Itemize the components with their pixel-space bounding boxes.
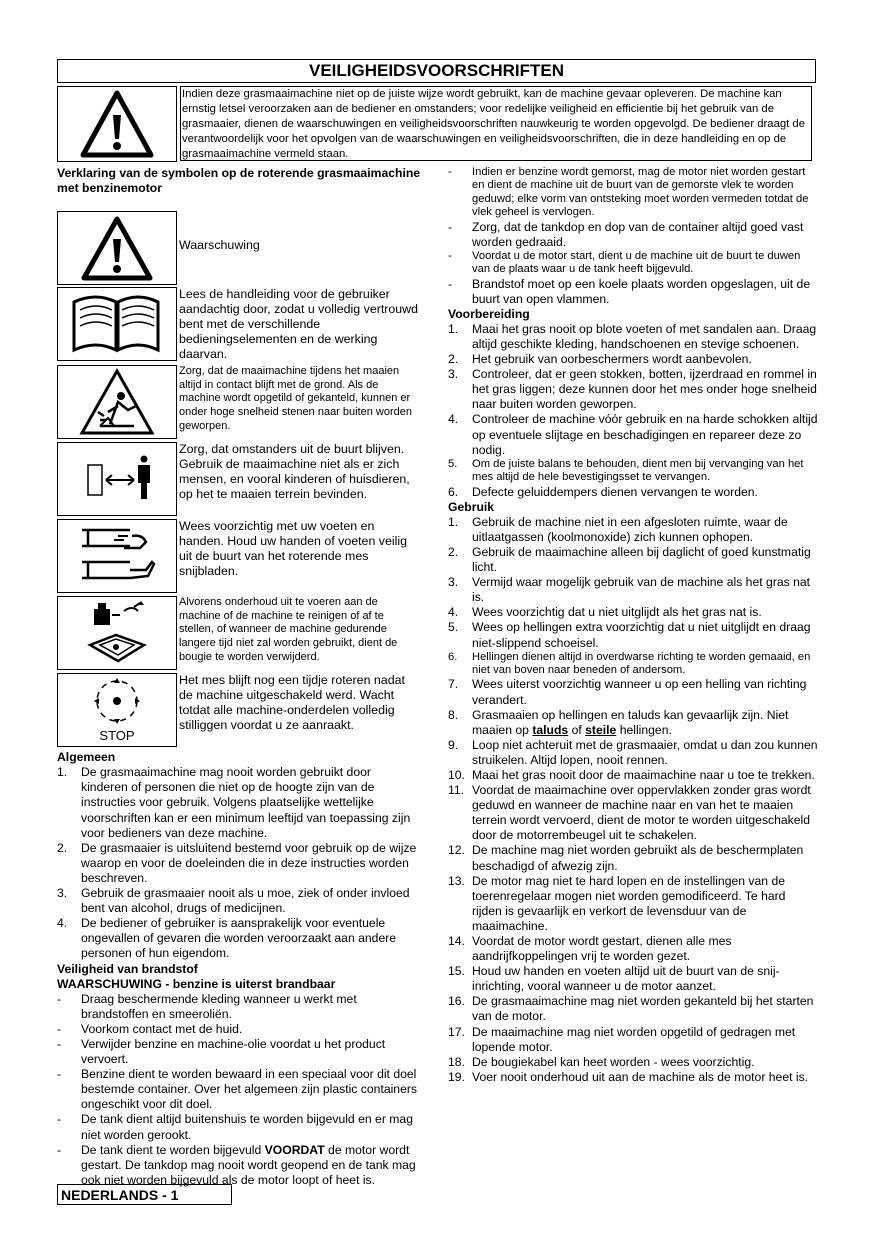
list-item: - Verwijder benzine en machine-olie voordat u het product vervoert. bbox=[57, 1036, 386, 1067]
stop-label: STOP bbox=[99, 728, 135, 744]
list-item: 7. Wees uiterst voorzichtig wanneer u op een helling van richting verandert. bbox=[448, 677, 807, 707]
list-item: 2. Gebruik de maaimachine alleen bij daglicht of goed kunstmatig licht. bbox=[448, 544, 811, 575]
symbol-text: Lees de handleiding voor de gebruiker aandachtig door, zodat u volledig vertrouwd bent met de verschillende bedieningselementen en de werking daarvan. bbox=[179, 287, 419, 362]
warning-icon bbox=[57, 211, 177, 285]
list-item: - Draag beschermende kleding wanneer u werkt met brandstoffen en smeeroliën. bbox=[57, 991, 357, 1021]
list-item: 3. Controleer, dat er geen stokken, botten, ijzerdraad en rommel in het gras liggen; deze kunnen door het mes onder hoge snelheid naar buiten worden geworpen. bbox=[448, 367, 817, 412]
list-item: 15. Houd uw handen en voeten altijd uit de buurt van de snij-inrichting, vooral wanneer u de motor aanzet. bbox=[448, 964, 780, 994]
symbol-row-manual bbox=[57, 287, 421, 362]
symbol-text: Het mes blijft nog een tijdje roteren nadat de machine uitgeschakeld werd. Wacht totdat alle machine-onderdelen volledig stilliggen voordat u ze aanraakt. bbox=[179, 673, 405, 733]
brandstof-warning: WAARSCHUWING - benzine is uiterst brandbaar bbox=[57, 976, 336, 991]
list-item: - Zorg, dat de tankdop en dop van de container altijd goed vast worden gedraaid. bbox=[448, 219, 804, 249]
symbol-text: Alvorens onderhoud uit te voeren aan de machine of de machine te reinigen of af te stellen, of wanneer de machine gedurende langere tijd niet zal worden gebruikt, dient de bougie te worden verwijderd. bbox=[179, 596, 398, 663]
symbol-text: Wees voorzichtig met uw voeten en handen. Houd uw handen of voeten veilig uit de buurt van het roterende mes snijbladen. bbox=[179, 519, 408, 579]
list-item: 3. Vermijd waar mogelijk gebruik van de machine als het gras nat is. bbox=[448, 575, 811, 605]
list-item: 1. Maai het gras nooit op blote voeten of met sandalen aan. Draag altijd geschikte kleding, handschoenen en stevige schoenen. bbox=[448, 321, 817, 351]
symbol-row-warning bbox=[57, 211, 421, 284]
symbol-row-thrown-objects bbox=[57, 365, 421, 439]
gebruik-heading: Gebruik bbox=[448, 499, 495, 514]
list-item: 19. Voer nooit onderhoud uit aan de machine als de motor heet is. bbox=[448, 1069, 809, 1084]
brandstof-heading: Veiligheid van brandstof bbox=[57, 961, 198, 976]
symbol-row-bystander bbox=[57, 442, 421, 516]
manual-book-icon bbox=[57, 287, 177, 361]
right-column bbox=[448, 166, 818, 1085]
hand-foot-blade-icon bbox=[57, 519, 177, 593]
list-item: 2. De grasmaaier is uitsluitend bestemd voor gebruik op de wijze waarop en voor de doeleinden die in deze instructies worden beschreven. bbox=[57, 840, 417, 885]
algemeen-heading: Algemeen bbox=[57, 750, 116, 765]
list-item: 3. Gebruik de grasmaaier nooit als u moe, ziek of onder invloed bent van alcohol, drugs of medicijnen. bbox=[57, 886, 410, 916]
bystander-distance-icon bbox=[57, 442, 177, 516]
list-item: 14. Voordat de motor wordt gestart, dienen alle mes aandrijfkoppelingen vrij te worden gezet. bbox=[448, 934, 732, 964]
list-item: 8. Grasmaaien op hellingen en taluds kan gevaarlijk zijn. Niet maaien op taluds of steile hellingen. bbox=[448, 707, 789, 737]
blade-stop-icon bbox=[57, 673, 177, 747]
list-item: 5. Om de juiste balans te behouden, dient men bij vervanging van het mes altijd de hele bevestigingsset te vervangen. bbox=[448, 457, 804, 484]
symbol-row-blade-stop bbox=[57, 673, 421, 747]
left-column bbox=[57, 166, 421, 1188]
list-item: - Indien er benzine wordt gemorst, mag de motor niet worden gestart en dient de machine uit de buurt van de gemorste vlek te worden geduwd; elke vorm van ontsteking moet worden vermeden totdat de vlek geheel is vervlogen. bbox=[448, 166, 809, 219]
list-item: - Brandstof moet op een koele plaats worden opgeslagen, uit de buurt van open vlammen. bbox=[448, 276, 811, 306]
list-item: 11. Voordat de maaimachine over oppervlakken zonder gras wordt geduwd en wanneer de machine naar en van het te maaien terrein wordt vervoerd, dient de motor te worden uitgeschakeld door de motorrembeugel uit te schakelen. bbox=[448, 783, 811, 843]
list-item: - De tank dient te worden bijgevuld VOORDAT de motor wordt gestart. De tankdop mag nooit wordt geopend en de tank mag ook niet worden bijgevuld als de motor loopt of heet is. bbox=[57, 1142, 416, 1187]
intro-text: Indien deze grasmaaimachine niet op de juiste wijze wordt gebruikt, kan de machine gevaar opleveren. De machine kan ernstig letsel veroorzaken aan de bediener en omstanders; voor redelijke veiligheid en efficientie bij het gebruik van de grasmaaier, dienen de waarschuwingen en veiligheidsvoorschriften nauwkeurig te worden opgevolgd. De bediener draagt de verantwoordelijk voor het opvolgen van de waarschuwingen en veiligheidsvoorschriften, die in deze handleiding en op de grasmaaimachine vermeld staan. bbox=[180, 86, 812, 161]
list-item: 18. De bougiekabel kan heet worden - wees voorzichtig. bbox=[448, 1054, 755, 1069]
page-footer: NEDERLANDS - 1 bbox=[57, 1184, 232, 1205]
list-item: - De tank dient altijd buitenshuis te worden bijgevuld en er mag niet worden gerookt. bbox=[57, 1112, 413, 1142]
symbol-text: Zorg, dat omstanders uit de buurt blijven. Gebruik de maaimachine niet als er zich mensen, en vooral kinderen of huisdieren, op het te maaien terrein bevinden. bbox=[179, 442, 410, 502]
symbols-heading: Verklaring van de symbolen op de roterende grasmaaimachine met benzinemotor bbox=[57, 166, 421, 196]
list-item: - Voordat u de motor start, dient u de machine uit de buurt te duwen van de plaats waar u de tank heeft bijgevuld. bbox=[448, 249, 801, 276]
list-item: 17. De maaimachine mag niet worden opgetild of gedragen met lopende motor. bbox=[448, 1024, 796, 1054]
list-item: 4. Wees voorzichtig dat u niet uitglijdt als het gras nat is. bbox=[448, 605, 762, 620]
symbol-row-hands-feet bbox=[57, 519, 421, 593]
thrown-objects-icon bbox=[57, 365, 177, 439]
symbol-text: Waarschuwing bbox=[179, 238, 260, 253]
list-item: - Benzine dient te worden bewaard in een speciaal voor dit doel bestemde container. Over het algemeen zijn plastic containers ongeschikt voor dit doel. bbox=[57, 1067, 418, 1112]
symbol-text: Zorg, dat de maaimachine tijdens het maaien altijd in contact blijft met de grond. Als de machine wordt opgetild of gekanteld, kunnen er onder hoge snelheid stenen naar buiten worden geworpen. bbox=[179, 365, 413, 432]
list-item: 1. De grasmaaimachine mag nooit worden gebruikt door kinderen of personen die niet op de hoogte zijn van de instructies voor gebruik. Volgens plaatselijke wettelijke voorschriften kan er een minimum leeftijd van toepassing zijn voor bedieners van deze machine. bbox=[57, 765, 411, 840]
list-item: 4. De bediener of gebruiker is aansprakelijk voor eventuele ongevallen of gevaren die worden veroorzaakt aan andere personen of hun eigendom. bbox=[57, 916, 397, 961]
list-item: 9. Loop niet achteruit met de grasmaaier, omdat u dan zou kunnen struikelen. Altijd lopen, nooit rennen. bbox=[448, 737, 818, 767]
list-item: 1. Gebruik de machine niet in een afgesloten ruimte, waar de uitlaatgassen (koolmonoxide) zich kunnen ophopen. bbox=[448, 514, 788, 544]
list-item: 10. Maai het gras nooit door de maaimachine naar u toe te trekken. bbox=[448, 767, 815, 782]
page-title: VEILIGHEIDSVOORSCHRIFTEN bbox=[57, 59, 816, 83]
voorbereiding-heading: Voorbereiding bbox=[448, 306, 530, 321]
spark-plug-disconnect-icon bbox=[57, 596, 177, 670]
list-item: 5. Wees op hellingen extra voorzichtig dat u niet uitglijdt en draag niet-slippend schoeisel. bbox=[448, 620, 811, 650]
symbol-row-spark-plug bbox=[57, 596, 421, 670]
warning-icon bbox=[57, 86, 177, 162]
list-item: 6. Hellingen dienen altijd in overdwarse richting te worden gemaaid, en niet van boven naar beneden of andersom. bbox=[448, 650, 811, 676]
list-item: 13. De motor mag niet te hard lopen en de instellingen van de toerenregelaar mogen niet worden gemodificeerd. Te hard rijden is gevaarlijk en verkort de levensduur van de maaimachine. bbox=[448, 873, 786, 933]
list-item: 6. Defecte geluiddempers dienen vervangen te worden. bbox=[448, 484, 758, 499]
list-item: 4. Controleer de machine vóór gebruik en na harde schokken altijd op eventuele slijtage en beschadigingen en repareer deze zo nodig. bbox=[448, 412, 818, 457]
list-item: 12. De machine mag niet worden gebruikt als de beschermplaten beschadigd of afwezig zijn. bbox=[448, 843, 804, 873]
list-item: - Voorkom contact met de huid. bbox=[57, 1021, 243, 1036]
list-item: 2. Het gebruik van oorbeschermers wordt aanbevolen. bbox=[448, 352, 752, 367]
list-item: 16. De grasmaaimachine mag niet worden gekanteld bij het starten van de motor. bbox=[448, 994, 814, 1024]
